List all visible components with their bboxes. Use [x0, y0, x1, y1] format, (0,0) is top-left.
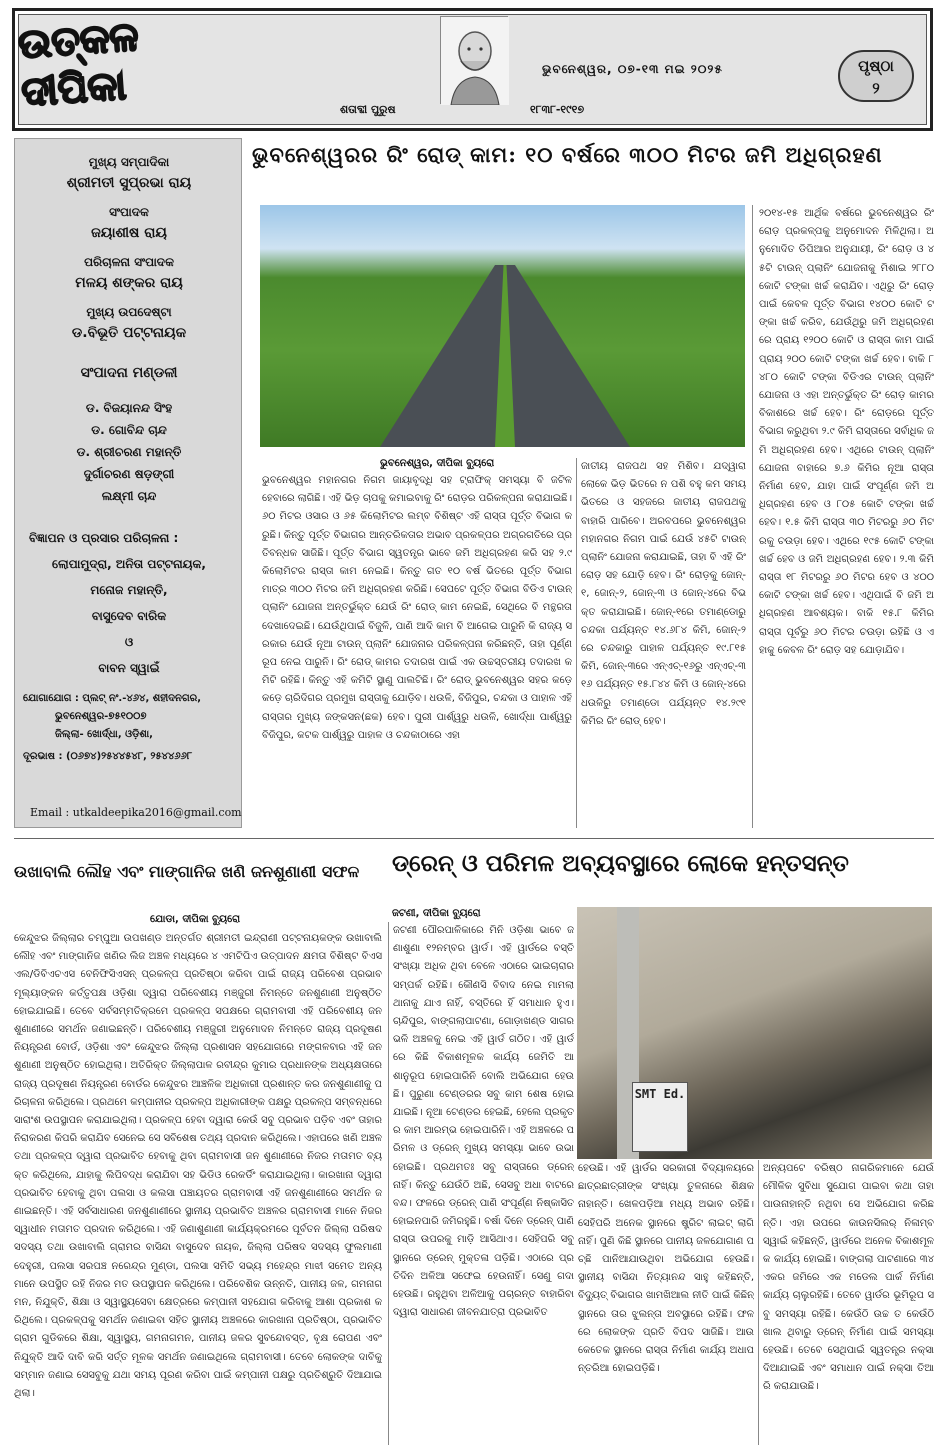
chief-advisor-title: ମୁଖ୍ୟ ଉପଦେଷ୍ଟା [86, 305, 172, 319]
page-number-badge [838, 50, 914, 102]
article1-column-2: ଜାତୀୟ ରାଜପଥ ସହ ମିଶିବ। ଯଦ୍ୱାରା ଲୋକେ ଭିଡ଼ ଭିତରେ ନ ପଶି ବହୁ କମ ସମୟ ଭିତରେ ଓ ସହଜରେ ଜାତୀୟ ରାଜପଥକୁ ବାହାରି ପାରିବେ। ଅରବପରେ ଭୁବନେଶ୍ୱର ମହାନଗର ନିଗମ ପାଇଁ ଯେଉଁ ୪୫ଟି ଟାଉନ୍ ପ୍ଲାନିଂ ଯୋଜନା କରାଯାଇଛି, ତାହା ବି ଏହି ରିଂ ରୋଡ଼ ସହ ଯୋଡ଼ି ହେବ। ରିଂ ରୋଡ଼କୁ ଜୋନ୍-୧, ଜୋନ୍-୨, ଜୋନ୍-୩ ଓ ଜୋନ୍-୪ରେ ବିଭକ୍ତ କରାଯାଇଛି। ଜୋନ୍-୧ରେ ତମାଣ୍ଡୋରୁ ଚନ୍ଦକା ପର୍ଯ୍ୟନ୍ତ ୧୪.୬୮୪ କିମି, ଜୋନ୍-୨ରେ ଚନ୍ଦକାରୁ ପାହାଳ ପର୍ଯ୍ୟନ୍ତ ୧୯.୮୧୫ କିମି, ଜୋନ୍-୩ରେ ଏନ୍ଏଚ୍-୧୬ରୁ ଏନ୍ଏଚ୍-୩୧୬ ପର୍ଯ୍ୟନ୍ତ ୧୫.୮୪୪ କିମି ଓ ଜୋନ୍-୪ରେ ଧଉଳିରୁ ତମାଣ୍ଡୋ ପର୍ଯ୍ୟନ୍ତ ୧୪.୨୯୧ କିମିର ରିଂ ରୋଡ୍ ହେବ। [576, 458, 746, 828]
section-divider [14, 838, 934, 839]
article3-column-1: ଜଟଣୀ ପୌରପାଳିକାରେ ମିନି ଓଡ଼ିଶା ଭାବେ ଜଣାଶୁଣା ୧୨ନମ୍ବର ୱାର୍ଡ। ଏହି ୱାର୍ଡରେ ବସ୍ତି ସଂଖ୍ୟା ଅଧିକ ଥିବା ବେଳେ ଏଠାରେ ଭାଇଚାରାର ସମ୍ପର୍କ ରହିଛି। କୌଣସି ବିବାଦ ନେଇ ମାମଲା ଥାନାକୁ ଯାଏ ନାହିଁ, ବସ୍ତିରେ ହିଁ ସମାଧାନ ହୁଏ। ଚାନ୍ଦିପୁର, ବାଙ୍ଗଲାପାଟଣା, ଗୋଡ଼ାଖଣ୍ଡ ସାଗର ଭଳି ଅଞ୍ଚଳକୁ ନେଇ ଏହି ୱାର୍ଡ ଗଠିତ। ଏହି ୱାର୍ଡରେ କିଛି ବିକାଶମୂଳକ କାର୍ଯ୍ୟ ଜେମିତି ଆଶାନୁରୂପ ହୋଇପାରିନି ବୋଲି ଅଭିଯୋଗ ହେଉଛି। ପୁରୁଣା ଟେଣ୍ଡରର ସବୁ କାମ ଶେଷ ହୋଇଯାଇଛି। ନୂଆ ଟେଣ୍ଡର ହେଇଛି, ହେଲେ ପ୍ରକୃତର କାମ ଆରମ୍ଭ ହୋଇପାରିନି। ଏହି ଅଞ୍ଚଳରେ ପରିମଳ ଓ ଡ୍ରେନ୍ ମୁଖ୍ୟ ସମସ୍ୟା ଭାବେ ଉଭା ହୋଇଛି। ପ୍ରଥମତଃ ସବୁ ରାସ୍ତାରେ ଡ୍ରେନ୍ ନାହିଁ। କିନ୍ତୁ ଯେଉଁଠି ଅଛି, ସେସବୁ ଅଧା ବାଟରେ ବନ୍ଦ। ଫଳରେ ଡ୍ରେନ୍ ପାଣି ସଂପୂର୍ଣ୍ଣ ନିଷ୍କାସିତ ହୋଇନପାରି ଜମିରହୁଛି। ବର୍ଷା ଦିନେ ଡ୍ରେନ୍ ପାଣି ରାସ୍ତା ଉପରକୁ ମାଡ଼ି ଆସିଥାଏ। ସେହିପରି ସବୁ ସ୍ଥାନରେ ଡ୍ରେନ୍ ମୁକ୍ତଳା ପଡ଼ିଛି। ଏଠାରେ ପ୍ରତିଦିନ ଅଳିଆ ସଫେଇ ହେଉନାହିଁ। ସେଣୁ ଗଦା ହେଉଛି। ରହୁଥିବା ଅଳିଆକୁ ପଚାରନ୍ତ ବାହାରିବା ଦ୍ୱାରା ସାଧାରଣ ଜୀବନଯାତ୍ରା ପ୍ରଭାବିତ [388, 922, 574, 1445]
ads-title: ବିଜ୍ଞାପନ ଓ ପ୍ରସାର ପରିଚାଳନା : [29, 531, 179, 545]
contact-email[interactable]: Email : utkaldeepika2016@gmail.com [30, 806, 242, 819]
editor-name: ଜୟାଶୀଷ ରାୟ [91, 225, 167, 241]
ads-staff-line: ମନୋଜ ମହାନ୍ତି, [90, 583, 168, 597]
article2-headline: ଉଖାବାଲି ଲୌହ ଏବଂ ମାଙ୍ଗାନିଜ ଖଣି ଜନଶୁଣାଣୀ ସଫଳ [14, 862, 360, 881]
address-line: ଭୁବନେଶ୍ୱର-୭୫୧୦୦୭ [55, 711, 147, 722]
article3-column-3: ଅନ୍ୟପଟେ ବରିଷ୍ଠ ନାଗରିକମାନେ ଯେଉଁ ମୌଳିକ ସୁବିଧା ସୁଯୋଗ ପାଇବା କଥା ତାହା ପାଉନାହାନ୍ତି ନଥିବା ସେ ଅଭିଯୋଗ କରିଛନ୍ତି। ଏହା ଉପରେ କାଉନସିଲର୍ ନିଳାମ୍ବ ସ୍ୱାଇଁ କହିଛନ୍ତି, ୱାର୍ଡରେ ଅନେକ ବିକାଶମୂଳକ କାର୍ଯ୍ୟ ହୋଇଛି। ବାଙ୍ଗଲା ପାଟଣାରେ ୩୪ ଏକର ଜମିରେ ଏକ ମଡେଲ ପାର୍କ ନିର୍ମାଣ କାର୍ଯ୍ୟ ଚାଲୁରହିଛି। ତେବେ ୱାର୍ଡର ଭୂମିରୂପ ସବୁ ସମସ୍ୟା ରହିଛି। କେଉଁଠି ଉଚ୍ଚ ତ କେଉଁଠି ଖାଲ ଥିବାରୁ ଡ୍ରେନ୍ ନିର୍ମାଣ ପାଇଁ ସମସ୍ୟା ହେଉଛି। ତେବେ ସେଥିପାଇଁ ସ୍ୱତନ୍ତ୍ର ନକ୍ସା ଦିଆଯାଇଛି ଏବଂ ସମାଧାନ ପାଇଁ ନକ୍ସା ତିଆରି କରାଯାଉଛି। [758, 1160, 934, 1445]
newspaper-logo: ଉତ୍କଳ ଦୀପିକା [16, 12, 140, 116]
ads-staff-line: ବାସୁଦେବ ବାରିକ [91, 609, 167, 623]
editorial-sidebar [14, 138, 242, 828]
drain-photo [577, 907, 932, 1159]
address-line: ଜିଲ୍ଲା- ଖୋର୍ଦ୍ଧା, ଓଡ଼ିଶା, [55, 729, 153, 740]
portrait-caption-years: ୧୮୩୮-୧୯୧୭ [530, 103, 585, 116]
ads-staff-line: ଲୋପାମୁଦ୍ରା, ଅନିତା ପଟ୍ଟନାୟକ, [52, 557, 206, 571]
chief-editor-name: ଶ୍ରୀମତୀ ସୁପ୍ରଭା ରାୟ [66, 175, 192, 191]
portrait-icon [441, 17, 509, 105]
board-member: ଡ. ବିଜୟାନନ୍ଦ ସିଂହ [85, 401, 173, 415]
pole-poster: SMT Ed. [632, 1082, 688, 1152]
managing-editor-title: ପରିଚାଳନା ସଂପାଦକ [84, 255, 174, 269]
page-label: ପୃଷ୍ଠା [858, 57, 894, 75]
article2-body: କେନ୍ଦୁଝର ଜିଲ୍ଲାର ଚମ୍ପୁଆ ଉପଖଣ୍ଡ ଅନ୍ତର୍ଗତ ଶ୍ରୀମତୀ ଇନ୍ଦ୍ରାଣୀ ପଟ୍ଟନାୟକଙ୍କ ଉଖାବାଲି ଲୌହ ଏବଂ ମାଙ୍ଗାନିଜ ଖଣିର ଲିଜ ଅଞ୍ଚଳ ମଧ୍ୟରେ ୪ ଏମଟିପିଏ ଉତ୍ପାଦନ କ୍ଷମତା ବିଶିଷ୍ଟ ବିଏସଏଲ/ଡିବିଏଚଏସ ବେନିଫିସିଏସନ୍ ପ୍ରକଳ୍ପ ପ୍ରତିଷ୍ଠା କରିବା ପାଇଁ ରାଜ୍ୟ ପରିବେଶ ପ୍ରଭାବ ମୂଲ୍ୟାଙ୍କନ କର୍ତ୍ତୃପକ୍ଷ ଓଡ଼ିଶା ଦ୍ୱାରା ପରିବେଶୀୟ ମଞ୍ଜୁରୀ ନିମନ୍ତେ ଜନଶୁଣାଣୀ ଅନୁଷ୍ଠିତ ହୋଇଯାଇଛି। ତେବେ ସର୍ବସମ୍ମତିକ୍ରମେ ପ୍ରକଳ୍ପ ସପକ୍ଷରେ ଗ୍ରାମବାସୀ ଏହି ପରିବେଶୀୟ ଜନଶୁଣାଣୀରେ ସମର୍ଥନ ଜଣାଇଛନ୍ତି। ପରିବେଶୀୟ ମଞ୍ଜୁରୀ ଅନୁମୋଦନ ନିମନ୍ତେ ରାଜ୍ୟ ପ୍ରଦୂଷଣ ନିୟନ୍ତ୍ରଣ ବୋର୍ଡ, ଓଡ଼ିଶା ଏବଂ କେନ୍ଦୁଝର ଜିଲ୍ଲା ପ୍ରଶାସନ ସହଯୋଗରେ ମଙ୍ଗଳବାର ଏହି ଜନଶୁଣାଣୀ ଅନୁଷ୍ଠିତ ହୋଇଥିଲା। ଅତିରିକ୍ତ ଜିଲ୍ଲାପାଳ ରବୀନ୍ଦ୍ର କୁମାର ପ୍ରଧାନଙ୍କ ଅଧ୍ୟକ୍ଷତାରେ ରାଜ୍ୟ ପ୍ରଦୂଷଣ ନିୟନ୍ତ୍ରଣ ବୋର୍ଡର କେନ୍ଦୁଝର ଆଞ୍ଚଳିକ ଅଧିକାରୀ ପ୍ରଶାନ୍ତ କର ଜନଶୁଣାଣୀକୁ ପରିଚାଳନା କରିଥିଲେ। ପ୍ରଥମେ କମ୍ପାନୀର ପ୍ରକଳ୍ପ ଅଧିକାରୀଙ୍କ ପକ୍ଷରୁ ପ୍ରକଳ୍ପ ସମ୍ବନ୍ଧରେ ସାରାଂଶ ଉପସ୍ଥାପନ କରାଯାଇଥିଲା। ପ୍ରକଳ୍ପ ହେବା ଦ୍ୱାରା କେଉଁ ସବୁ ପ୍ରଭାବ ପଡ଼ିବ ଏବଂ ତାହାର ନିରାକରଣ କିପରି କରାଯିବ ସେନେଇ ସେ ସବିଶେଷ ତଥ୍ୟ ପ୍ରଦାନ କରିଥିଲେ। ଏହାପରେ ଖଣି ଅଞ୍ଚଳ ତଥା ପ୍ରକଳ୍ପ ଦ୍ୱାରା ପ୍ରଭାବିତ ହେବାକୁ ଥିବା ଗ୍ରାମବାସୀ ଜନ ଶୁଣାଣୀରେ ନିଜର ମତାମତ ବ୍ୟକ୍ତ କରିଥିଲେ, ଯାହାକୁ ଲିପିବଦ୍ଧ କରାଯିବା ସହ ଭିଡିଓ ରେକର୍ଡିଂ କରାଯାଇଥିଲା। କାରଖାନା ଦ୍ୱାରା ପ୍ରଭାବିତ ହେବାକୁ ଥିବା ପଲସା ଓ କଲସା ପଞ୍ଚାୟତର ଗ୍ରାମବାସୀ ଏହି ଜନଶୁଣାଣୀରେ ସମର୍ଥନ ଜଣାଇଛନ୍ତି। ଏହି ସର୍ବସାଧାରଣ ଜନଶୁଣାଣୀରେ ସ୍ଥାନୀୟ ପ୍ରଭାବିତ ଅଞ୍ଚଳର ଗ୍ରାମବାସୀ ମାନେ ନିଜର ସ୍ୱାଧୀନ ମତାମତ ପ୍ରଦାନ କରିଥିଲେ। ଏହି ଜଣାଶୁଣାଣୀ କାର୍ଯ୍ୟକ୍ରମରେ ପୂର୍ବତନ ଜିଲ୍ଲା ପରିଷଦ ସଦସ୍ୟ ତଥା ଉଖାବାଲି ଗ୍ରାମର ବାସିନ୍ଦା ବାସୁଦେବ ନାୟକ, ଜିଲ୍ଲା ପରିଷଦ ସଦସ୍ୟ ଫୁଲମାଣୀ ଦେହୁରୀ, ପଲସା ସରପଞ୍ଚ ନରେନ୍ଦ୍ର ମୁଣ୍ଡା, ପଲସା ସମିତି ସଭ୍ୟ ମହେନ୍ଦ୍ର ମାଝୀ ସମେତ ଅନ୍ୟ ମାନେ ଉପସ୍ଥିତ ରହି ନିଜର ମତ ଉପସ୍ଥାପନ କରିଥିଲେ। ପରିବେଶିକ ଉନ୍ନତି, ପାନୀୟ ଜଳ, ଗମନାଗମନ, ନିଯୁକ୍ତି, ଶିକ୍ଷା ଓ ସ୍ୱାସ୍ଥ୍ୟସେବା କ୍ଷେତ୍ରରେ କମ୍ପାନୀ ସହଯୋଗ କରିବାକୁ ଆଶା ପ୍ରକାଶ କରିଥିଲେ। ପ୍ରକଳ୍ପକୁ ସମର୍ଥନ ଜଣାଇବା ସହିତ ସ୍ଥାନୀୟ ଅଞ୍ଚଳରେ କାରଖାନା ପ୍ରତିଷ୍ଠା, ପ୍ରଭାବିତ ଗ୍ରାମ ଗୁଡିକରେ ଶିକ୍ଷା, ସ୍ୱାସ୍ଥ୍ୟ, ଗମନାଗମନ, ପାନୀୟ ଜଳର ସୁବନ୍ଦୋବସ୍ତ, ବୃକ୍ଷ ରୋପଣ ଏବଂ ନିଯୁକ୍ତି ଆଦି ଦାବି କରି ସର୍ତ୍ତ ମୂଳକ ସମର୍ଥନ ଜଣାଇଥିଲେ ଗ୍ରାମବାସୀ। ତେବେ ଲୋକଙ୍କ ଦାବିକୁ ସମ୍ମାନ ଜଣାଇ ସେସବୁକୁ ଯଥା ସମୟ ପୂରଣ କରିବା ପାଇଁ କମ୍ପାନୀ ପକ୍ଷରୁ ପ୍ରତିଶ୍ରୁତି ଦିଆଯାଇଥିଲା। [14, 933, 382, 1400]
article3-credit: ଜଟଣୀ, ଦୀପିକା ବ୍ୟୁରୋ [392, 908, 481, 919]
managing-editor-name: ମଳୟ ଶଙ୍କର ରାୟ [75, 275, 183, 291]
article1-column-3: ୨୦୧୪-୧୫ ଆର୍ଥିକ ବର୍ଷରେ ଭୁବନେଶ୍ୱର ରିଂ ରୋଡ଼ ପ୍ରକଳ୍ପକୁ ଅନୁମୋଦନ ମିଳିଥିଲା। ଅନୁମୋଦିତ ଡିପିଆର ଅନୁଯାୟୀ, ରିଂ ରୋଡ଼ ଓ ୪୫ଟି ଟାଉନ୍ ପ୍ଲାନିଂ ଯୋଜନାକୁ ମିଶାଇ ୨୮୮୦ କୋଟି ଟଙ୍କା ଖର୍ଚ୍ଚ କରାଯିବ। ଏଥିରୁ ରିଂ ରୋଡ଼ ପାଇଁ କେବଳ ପୂର୍ତ୍ତ ବିଭାଗ ୧୪୦୦ କୋଟି ଟଙ୍କା ଖର୍ଚ୍ଚ କରିବ, ଯେଉଁଥିରୁ ଜମି ଅଧିଗ୍ରହଣରେ ପ୍ରାୟ ୧୨୦୦ କୋଟି ଓ ରାସ୍ତା କାମ ପାଇଁ ପ୍ରାୟ ୨୦୦ କୋଟି ଟଙ୍କା ଖର୍ଚ୍ଚ ହେବ। ବାକି ୮୪୮୦ କୋଟି ଟଙ୍କା ବିଡିଏର ଟାଉନ୍ ପ୍ଲାନିଂ ଯୋଜନା ଓ ଏହା ଅନ୍ତର୍ଭୁକ୍ତ ରିଂ ରୋଡ଼ କାମର ବିକାଶରେ ଖର୍ଚ୍ଚ ହେବ। ରିଂ ରୋଡ଼ରେ ପୂର୍ତ୍ତ ବିଭାଗ କରୁଥିବା ୨.୯ କିମି ରାସ୍ତାରେ ସର୍ବାଧିକ ଜମି ଅଧିଗ୍ରହଣ ହେବ। ଏଥିରେ ଟାଉନ୍ ପ୍ଲାନିଂ ଯୋଜନା ବାହାରେ ୭.୬ କିମିର ନୂଆ ରାସ୍ତା ନିର୍ମାଣ ହେବ, ଯାହା ପାଇଁ ସଂପୂର୍ଣ୍ଣ ଜମି ଅଧିଗ୍ରହଣ ହେବ ଓ ୮୦୫ କୋଟି ଟଙ୍କା ଖର୍ଚ୍ଚ ହେବ। ୧.୫ କିମି ରାସ୍ତା ୩୦ ମିଟରରୁ ୬୦ ମିଟରକୁ ଚଉଡ଼ା ହେବ। ଏଥିରେ ୧୯୫ କୋଟି ଟଙ୍କା ଖର୍ଚ୍ଚ ହେବ ଓ ଜମି ଅଧିଗ୍ରହଣ ହେବ। ୨.୩ କିମି ରାସ୍ତା ୧୮ ମିଟରରୁ ୬୦ ମିଟର ହେବ ଓ ୪୦୦ କୋଟି ଟଙ୍କା ଖର୍ଚ୍ଚ ହେବ। ଏଥିପାଇଁ ବି ଜମି ଅଧିଗ୍ରହଣ ଆବଶ୍ୟକ। ବାକି ୧୫.୮ କିମିର ରାସ୍ତା ପୂର୍ବରୁ ୬୦ ମିଟର ଚଉଡ଼ା ରହିଛି ଓ ଏହାକୁ କେବଳ ରିଂ ରୋଡ଼ ସହ ଯୋଡ଼ାଯିବ। [752, 205, 934, 828]
board-member: ଡ. ଗୋବିନ୍ଦ ଚାନ୍ଦ [91, 423, 167, 437]
issue-dateline: ଭୁବନେଶ୍ୱର, ୦୭-୧୩ ମଇ ୨୦୨୫ [542, 62, 723, 76]
article1-credit: ଭୁବନେଶ୍ୱର, ଦୀପିକା ବ୍ୟୁରୋ [380, 458, 495, 469]
portrait-caption-title: ଶତାବ୍ଦୀ ପୁରୁଷ [340, 103, 396, 116]
founder-portrait [440, 16, 508, 104]
editor-title: ସଂପାଦକ [109, 205, 149, 219]
ads-staff-line: ବାବନ ସ୍ୱାଇଁ [98, 661, 160, 675]
page-number: ୨ [872, 79, 880, 97]
board-member: ଦୁର୍ଗାଚରଣ ଷଡ଼ଙ୍ଗୀ [83, 467, 175, 481]
article2-credit: ଯୋଡା, ଦୀପିକା ବ୍ୟୁରୋ [150, 914, 241, 925]
ads-and: ଓ [124, 635, 134, 649]
board-member: ଡ. ଶ୍ରୀଚରଣ ମହାନ୍ତି [76, 445, 182, 459]
article1-headline: ଭୁବନେଶ୍ୱରର ରିଂ ରୋଡ୍ କାମ: ୧୦ ବର୍ଷରେ ୩୦୦ ମିଟର ଜମି ଅଧିଗ୍ରହଣ [252, 142, 883, 167]
editorial-board-title: ସଂପାଦନା ମଣ୍ଡଳୀ [80, 365, 178, 381]
board-member: ଲକ୍ଷ୍ମୀ ଚାନ୍ଦ [101, 489, 157, 503]
address-line: ଯୋଗାଯୋଗ : ପ୍ଲଟ୍ ନଂ.-୪୬୪, ଶହୀଦନଗର, [23, 693, 202, 704]
phone-line: ଦୂରଭାଷ : (୦୬୭୪)୨୫୪୪୫୪୮, ୨୫୪୪୬୬୮ [23, 751, 193, 762]
chief-editor-title: ମୁଖ୍ୟ ସମ୍ପାଦିକା [88, 155, 170, 169]
chief-advisor-name: ଡ.ବିଭୂତି ପଟ୍ଟନାୟକ [71, 325, 187, 341]
article1-column-1: ଭୁବନେଶ୍ୱର ମହାନଗର ନିଗମ ଜାୟାବୃଦ୍ଧି ସହ ଟ୍ରାଫିକ୍ ସମସ୍ୟା ବି ଜଟିଳ ହେବାରେ ଲାଗିଛି। ଏହି ଭିଡ଼ ଚାପକୁ କମାଇବାକୁ ରିଂ ରୋଡ଼ର ପରିକଳ୍ପନା କରାଯାଇଛି। ୬୦ ମିଟର ଓସାର ଓ ୬୫ କିଲୋମିଟର ଲମ୍ବ ବିଶିଷ୍ଟ ଏହି ରାସ୍ତା ପୂର୍ତ୍ତ ବିଭାଗ କରୁଛି। କିନ୍ତୁ ପୂର୍ତ୍ତ ବିଭାଗର ଆନ୍ତରିକତାର ଅଭାବ ପ୍ରକଳ୍ପର ଅଗ୍ରଗତିରେ ପ୍ରତିବନ୍ଧକ ସାଜିଛି। ପୂର୍ତ୍ତ ବିଭାଗ ସ୍ୱତନ୍ତ୍ର ଭାବେ ଜମି ଅଧିଗ୍ରହଣ କରି ସହ ୨.୯ କିଲୋମିଟର ରାସ୍ତା କାମ ନେଇଛି। କିନ୍ତୁ ଗତ ୧୦ ବର୍ଷ ଭିତରେ ପୂର୍ତ୍ତ ବିଭାଗ ମାତ୍ର ୩୦୦ ମିଟର ଜମି ଅଧିଗ୍ରହଣ କରିଛି। ସେପଟେ ପୂର୍ତ୍ତ ବିଭାଗ ବିଡିଏ ଟାଉନ୍ ପ୍ଲାନିଂ ଯୋଜନା ଅନ୍ତର୍ଭୁକ୍ତ ଯେଉଁ ରିଂ ରୋଡ୍ କାମ ନେଇଛି, ସେଥିରେ ବି ମନ୍ଥରତା ଦେଖାଦେଇଛି। ଯେଉଁଥିପାଇଁ ବିଜୁଳି, ପାଣି ଆଦି କାମ ବି ଆଗେଇ ପାରୁନି କି ରାଜ୍ୟ ସରକାର ଯେଉଁ ନୂଆ ଟାଉନ୍ ପ୍ଲାନିଂ ଯୋଜନାର ପରିକଳ୍ପନା କରିଛନ୍ତି, ତାହା ପୂର୍ଣ୍ଣରୂପ ନେଇ ପାରୁନି। ରିଂ ରୋଡ୍ କାମର ତଦାରଖ ପାଇଁ ଏକ ଉଚ୍ଚସ୍ତରୀୟ ତଦାରଖ କମିଟି ରହିଛି। କିନ୍ତୁ ଏହି କମିଟି ସ୍ଥାଣୁ ପାଲଟିଛି। ରିଂ ରୋଡ୍ ଭୁବନେଶ୍ୱର ସହର କଡ଼େ କଡ଼େ ଚାରିଦିଗର ପ୍ରମୁଖ ରାସ୍ତାକୁ ଯୋଡ଼ିବ। ଧଉଳି, ବିଜିପୁର, ଚନ୍ଦକା ଓ ପାହାଳ ଏହି ରାସ୍ତାର ମୁଖ୍ୟ ଜଙ୍କସନ(ଛକ) ହେବ। ପୁରୀ ପାର୍ଶ୍ୱରୁ ଧଉଳି, ଖୋର୍ଦ୍ଧା ପାର୍ଶ୍ୱରୁ ବିଜିପୁର, କଟକ ପାର୍ଶ୍ୱରୁ ପାହାଳ ଓ ଚନ୍ଦକାଠାରେ ଏହା [262, 475, 572, 741]
article3-column-2: ହେଉଛି। ଏହି ୱାର୍ଡର ସରକାରୀ ବିଦ୍ୟାଳୟରେ ଛାତ୍ରଛାତ୍ରୀଙ୍କ ସଂଖ୍ୟା ତୁଳନାରେ ଶିକ୍ଷକ ନାହାନ୍ତି। ଖେଳପଡ଼ିଆ ମଧ୍ୟ ଅଭାବ ରହିଛି। ସେହିପରି ଅନେକ ସ୍ଥାନରେ ଷ୍ଟ୍ରିଟ ଲାଇଟ୍ ଲାଗି ନାହିଁ। ପୁଣି କିଛି ସ୍ଥାନରେ ପାନୀୟ ଜଳଯୋଗାଣ ପଚ୍ଛି ପାନିଆଯାଉଥିବା ଅଭିଯୋଗ ହେଉଛି। ସ୍ଥାନୀୟ ବାସିନ୍ଦା ନିତ୍ୟାନନ୍ଦ ସାହୁ କହିଛନ୍ତି, ବିଦ୍ୟୁତ୍ ବିଭାଗର ଖାମଖିଆଲ ନୀତି ପାଇଁ କିଛିନ୍ ସ୍ଥାନରେ ତାର ଝୁଲନ୍ତା ଅବସ୍ଥାରେ ରହିଛି। ଫଳରେ ଲୋକଙ୍କ ପ୍ରତି ବିପଦ ସାଜିଛି। ଆଉ କେତେକ ସ୍ଥାନରେ ରାସ୍ତା ନିର୍ମାଣ କାର୍ଯ୍ୟ ଅଧାପନ୍ତରିଆ ହୋଇପଡ଼ିଛି। [578, 1163, 754, 1375]
ring-road-photo [260, 205, 745, 447]
article3-headline: ଡ୍ରେନ୍ ଓ ପରିମଳ ଅବ୍ୟବସ୍ଥାରେ ଲୋକେ ହନ୍ତସନ୍ତ [392, 850, 849, 877]
